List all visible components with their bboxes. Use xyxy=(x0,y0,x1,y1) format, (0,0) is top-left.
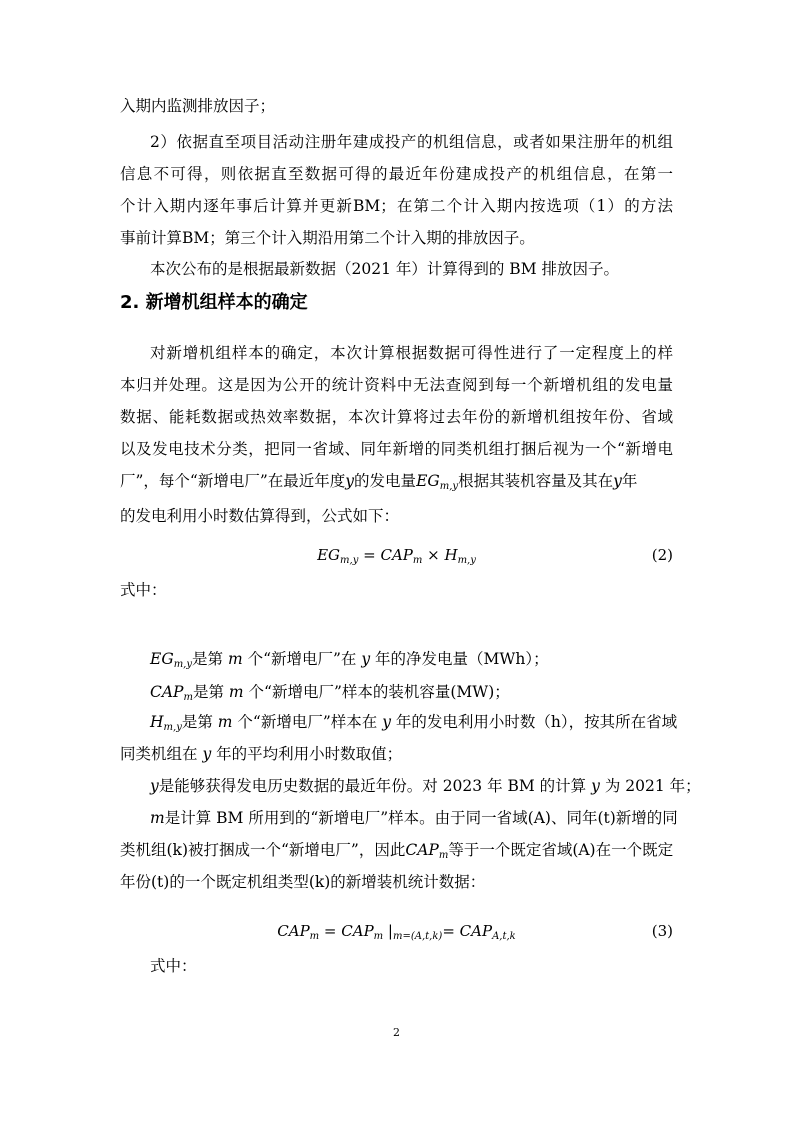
text-line: 本次公布的是根据最新数据（2021 年）计算得到的 BM 排放因子。 xyxy=(150,260,619,278)
section-heading: 2. 新增机组样本的确定 xyxy=(120,292,308,313)
text-line: 式中： xyxy=(120,581,167,599)
definition-line: $EG_{m,y}$是第 m 个“新增电厂”在 y 年的净发电量（MWh）； xyxy=(150,650,549,670)
text-line: 入期内监测排放因子； xyxy=(120,97,276,115)
text-line: 对新增机组样本的确定，本次计算根据数据可得性进行了一定程度上的样 xyxy=(150,344,673,362)
text-line: 厂”，每个“新增电厂”在最近年度y的发电量$EG_{m,y}$根据其装机容量及其在y年 xyxy=(120,472,638,492)
text-line: 信息不可得，则依据直至数据可得的最近年份建成投产的机组信息，在第一 xyxy=(120,165,673,183)
text-line: 事前计算BM；第三个计入期沿用第二个计入期的排放因子。 xyxy=(120,229,535,247)
text-line: 2）依据直至项目活动注册年建成投产的机组信息，或者如果注册年的机组 xyxy=(150,133,673,151)
text-line: 个计入期内逐年事后计算并更新BM；在第二个计入期内按选项（1）的方法 xyxy=(120,197,673,215)
definition-line: $H_{m,y}$是第 m 个“新增电厂”样本在 y 年的发电利用小时数（h），按其所在省域 xyxy=(150,713,678,733)
definition-line: $CAP_m$是第 m 个“新增电厂”样本的装机容量(MW)； xyxy=(150,683,510,703)
page-number: 2 xyxy=(393,1026,400,1039)
definition-line: y是能够获得发电历史数据的最近年份。对 2023 年 BM 的计算 y 为 2021 年； xyxy=(150,777,701,795)
text-line: 数据、能耗数据或热效率数据，本次计算将过去年份的新增机组按年份、省域 xyxy=(120,408,673,426)
text-line: 的发电利用小时数估算得到，公式如下： xyxy=(120,507,400,525)
definition-line: 类机组(k)被打捆成一个“新增电厂”，因此$CAP_m$等于一个既定省域(A)在一个既定 xyxy=(120,841,674,861)
definition-line: 年份(t)的一个既定机组类型(k)的新增装机统计数据： xyxy=(120,873,486,891)
text-line: 式中： xyxy=(150,957,197,975)
formula-2: $EG_{m,y} = CAP_m \times H_{m,y}$ (2) xyxy=(317,546,673,566)
definition-line: 同类机组在 y 年的平均利用小时数取值； xyxy=(120,745,403,763)
definition-line: m是计算 BM 所用到的“新增电厂”样本。由于同一省域(A)、同年(t)新增的同 xyxy=(150,809,678,827)
equation-number: (3) xyxy=(651,922,673,940)
formula-3: $CAP_m = CAP_m$ $|_{m=(A,t,k)}= CAP_{A,t,k}$ (3) xyxy=(277,922,673,942)
text-line: 以及发电技术分类，把同一省域、同年新增的同类机组打捆后视为一个“新增电 xyxy=(120,440,673,458)
equation-number: (2) xyxy=(651,546,673,564)
text-line: 本归并处理。这是因为公开的统计资料中无法查阅到每一个新增机组的发电量 xyxy=(120,376,673,394)
